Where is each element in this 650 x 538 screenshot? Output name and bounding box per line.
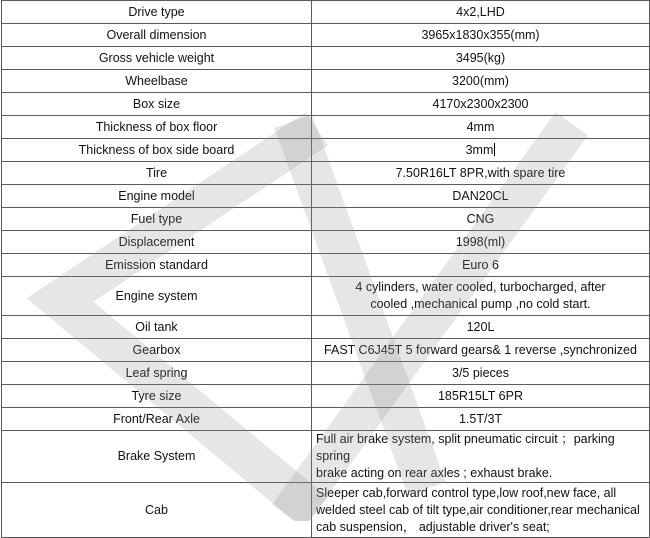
row-label: Tire (2, 162, 312, 185)
row-value: 3200(mm) (312, 70, 650, 93)
row-value (312, 277, 650, 316)
row-label: Cab (2, 483, 312, 538)
table-row (2, 362, 650, 385)
row-label: Oil tank (2, 316, 312, 339)
row-value: 120L (312, 316, 650, 339)
row-label: Thickness of box side board (2, 139, 312, 162)
row-value (312, 139, 650, 162)
table-row (2, 70, 650, 93)
row-value-line: cooled ,mechanical pump ,no cold start. (370, 297, 591, 311)
row-label: Front/Rear Axle (2, 408, 312, 431)
row-label: Tyre size (2, 385, 312, 408)
row-value: FAST C6J45T 5 forward gears& 1 reverse ,synchronized (312, 339, 650, 362)
table-row (2, 277, 650, 316)
row-value: 3965x1830x355(mm) (312, 24, 650, 47)
row-value (312, 431, 650, 483)
row-value: 7.50R16LT 8PR,with spare tire (312, 162, 650, 185)
row-value-text: 3mm (465, 142, 494, 157)
row-value: 4170x2300x2300 (312, 93, 650, 116)
row-label: Brake System (2, 431, 312, 483)
table-row (2, 162, 650, 185)
row-label: Engine system (2, 277, 312, 316)
table-row (2, 185, 650, 208)
row-label: Drive type (2, 1, 312, 24)
row-value: CNG (312, 208, 650, 231)
row-value: 4x2,LHD (312, 1, 650, 24)
table-row (2, 316, 650, 339)
row-value-line: welded steel cab of tilt type,air conditioner,rear mechanical (316, 502, 640, 517)
row-label: Emission standard (2, 254, 312, 277)
table-row (2, 431, 650, 483)
row-label: Engine model (2, 185, 312, 208)
row-value: DAN20CL (312, 185, 650, 208)
table-row (2, 231, 650, 254)
spec-table (1, 0, 650, 538)
row-value (312, 483, 650, 538)
table-row (2, 139, 650, 162)
row-value-line: Sleeper cab,forward control type,low roof,new face, all (316, 485, 617, 500)
row-value: Euro 6 (312, 254, 650, 277)
table-row (2, 385, 650, 408)
table-row (2, 47, 650, 70)
table-row (2, 208, 650, 231)
row-value: 1998(ml) (312, 231, 650, 254)
row-label: Gearbox (2, 339, 312, 362)
row-label: Leaf spring (2, 362, 312, 385)
row-value-line: 4 cylinders, water cooled, turbocharged, after (355, 280, 606, 294)
table-row (2, 483, 650, 538)
row-value: 3495(kg) (312, 47, 650, 70)
row-label: Thickness of box floor (2, 116, 312, 139)
row-value: 3/5 pieces (312, 362, 650, 385)
table-row (2, 254, 650, 277)
table-row (2, 1, 650, 24)
row-label: Box size (2, 93, 312, 116)
row-value: 1.5T/3T (312, 408, 650, 431)
row-label: Overall dimension (2, 24, 312, 47)
row-value-line: Full air brake system, split pneumatic circuit ；parking spring (316, 432, 615, 463)
row-label: Displacement (2, 231, 312, 254)
row-label: Fuel type (2, 208, 312, 231)
row-label: Wheelbase (2, 70, 312, 93)
table-row (2, 116, 650, 139)
row-value: 4mm (312, 116, 650, 139)
row-label: Gross vehicle weight (2, 47, 312, 70)
table-row (2, 408, 650, 431)
row-value-line: brake acting on rear axles ; exhaust brake. (316, 466, 553, 480)
text-cursor (494, 143, 495, 156)
table-row (2, 339, 650, 362)
row-value-line: cab suspension， adjustable driver's seat; (316, 519, 550, 534)
table-row (2, 93, 650, 116)
row-value: 185R15LT 6PR (312, 385, 650, 408)
table-row (2, 24, 650, 47)
